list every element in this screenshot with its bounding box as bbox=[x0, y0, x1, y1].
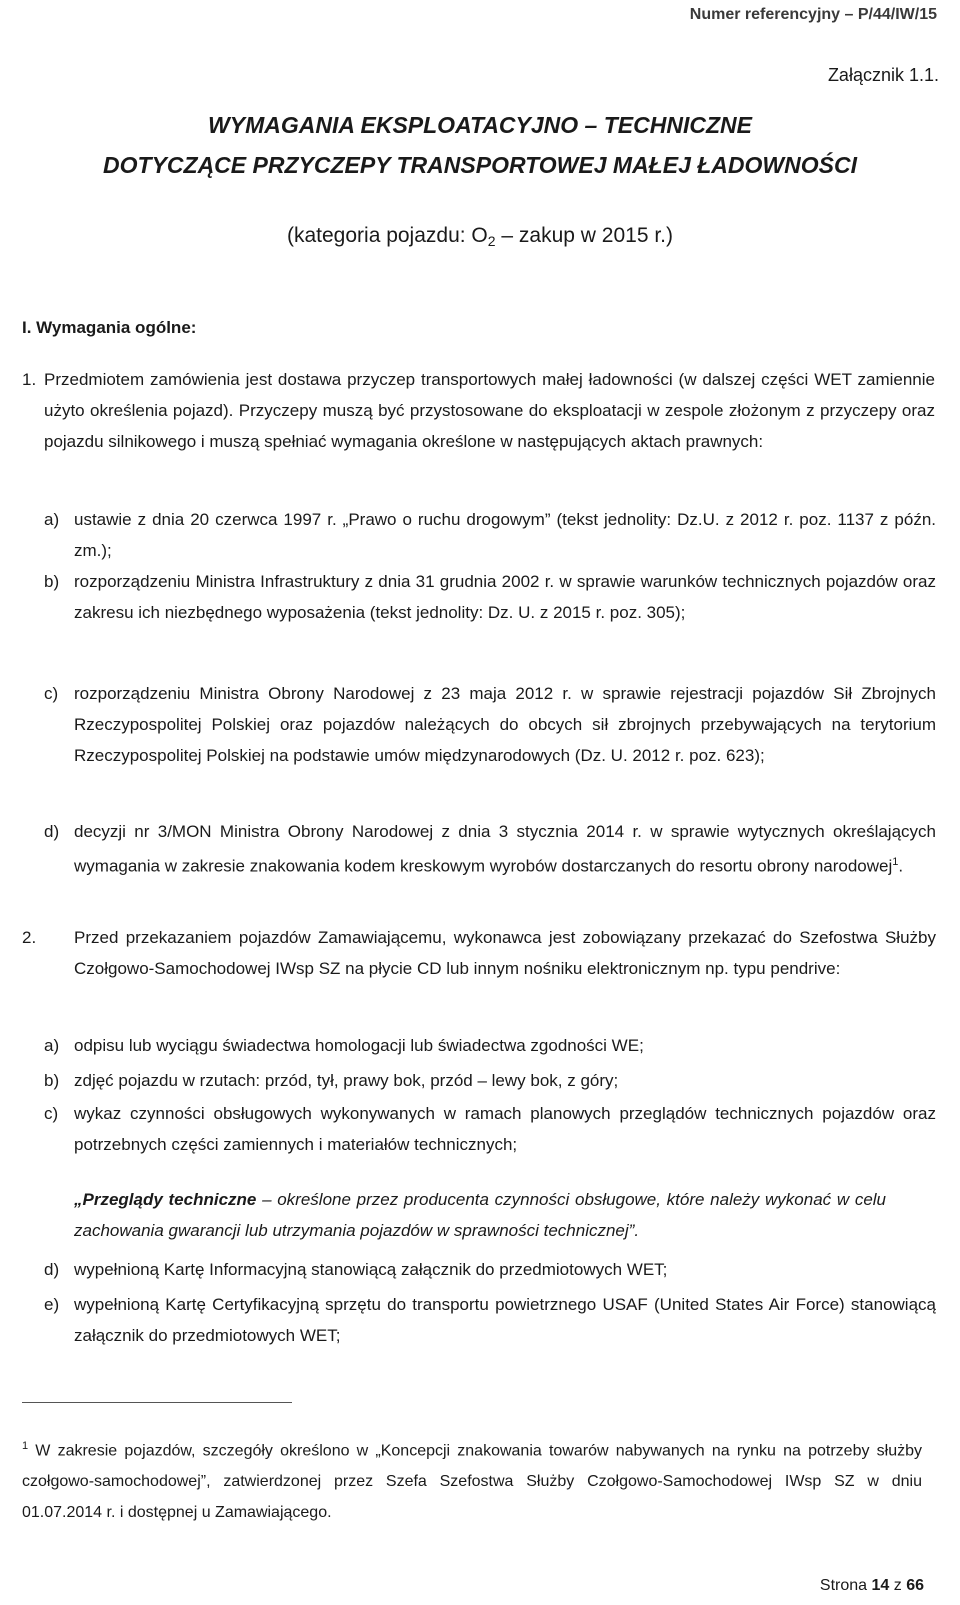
list-item-text: rozporządzeniu Ministra Infrastruktury z dnia 31 grudnia 2002 r. w sprawie warunków technicznych pojazdów oraz zakresu ich niezbędnego wyposażenia (tekst jednolity: Dz. U. z 2015 r. poz. 305); bbox=[74, 572, 936, 622]
subtitle-prefix: (kategoria pojazdu: O bbox=[286, 224, 488, 247]
list-item-text: rozporządzeniu Ministra Obrony Narodowej z 23 maja 2012 r. w sprawie rejestracji pojazdów Sił Zbrojnych Rzeczypospolitej Polskiej oraz pojazdów należących do obcych sił zbrojnych przebywających na terytorium Rzeczypospolitej Polskiej na podstawie umów międzynarodowych (Dz. U. 2012 r. poz. 623); bbox=[74, 684, 936, 765]
document-title-line-1: WYMAGANIA EKSPLOATACYJNO – TECHNICZNE bbox=[208, 112, 752, 138]
subtitle-index: 2 bbox=[487, 233, 496, 249]
list-item-letter: a) bbox=[44, 510, 60, 529]
paragraph-2-text: Przed przekazaniem pojazdów Zamawiającemu, wykonawca jest zobowiązany przekazać do Szefostwa Służby Czołgowo-Samochodowej IWsp SZ na płycie CD lub innym nośniku elektronicznym np. typu pendrive: bbox=[74, 928, 936, 978]
paragraph-number: 2. bbox=[22, 928, 37, 947]
list-item-letter: c) bbox=[44, 1104, 59, 1123]
list-item-body: decyzji nr 3/MON Ministra Obrony Narodowej z dnia 3 stycznia 2014 r. w sprawie wytycznych określających wymagania w zakresie znakowania kodem kreskowym wyrobów dostarczanych do resortu obrony narodowej bbox=[74, 822, 936, 876]
list-item-letter: d) bbox=[44, 822, 60, 841]
list-item-text bbox=[74, 816, 936, 882]
list-item-letter: b) bbox=[44, 572, 60, 591]
technical-inspection-note bbox=[74, 1184, 886, 1246]
page-number bbox=[820, 1577, 924, 1595]
note-term: „Przeglądy techniczne bbox=[74, 1190, 257, 1209]
list-item-text: odpisu lub wyciągu świadectwa homologacji lub świadectwa zgodności WE; bbox=[74, 1036, 644, 1055]
section-heading: I. Wymagania ogólne: bbox=[22, 318, 197, 337]
annex-label: Załącznik 1.1. bbox=[827, 65, 939, 85]
page-label: Strona bbox=[819, 1577, 872, 1594]
list-item-text: ustawie z dnia 20 czerwca 1997 r. „Prawo o ruchu drogowym” (tekst jednolity: Dz.U. z 2012 r. poz. 1137 z późn. zm.); bbox=[74, 510, 936, 560]
list-item-letter: c) bbox=[44, 684, 59, 703]
paragraph-number: 1. bbox=[22, 370, 37, 389]
list-item-text: wypełnioną Kartę Certyfikacyjną sprzętu do transportu powietrznego USAF (United States Air Force) stanowiącą załącznik do przedmiotowych WET; bbox=[74, 1295, 936, 1345]
list-item-letter: b) bbox=[44, 1071, 60, 1090]
footnote-text: W zakresie pojazdów, szczegóły określono w „Koncepcji znakowania towarów nabywanych na rynku na potrzeby służby czołgowo-samochodowej”, zatwierdzonej przez Szefa Szefostwa Służby Czołgowo-Samochodowej IWsp SZ w dniu 01.07.2014 r. i dostępnej u Zamawiającego. bbox=[22, 1442, 922, 1522]
list-item-letter: e) bbox=[44, 1295, 60, 1314]
reference-number: Numer referencyjny – P/44/IW/15 bbox=[689, 6, 937, 23]
subtitle-suffix: – zakup w 2015 r.) bbox=[495, 224, 674, 247]
page-total: 66 bbox=[906, 1577, 924, 1594]
list-item-text: zdjęć pojazdu w rzutach: przód, tył, prawy bok, przód – lewy bok, z góry; bbox=[74, 1071, 619, 1090]
list-item-letter: a) bbox=[44, 1036, 60, 1055]
list-item-text: wykaz czynności obsługowych wykonywanych w ramach planowych przeglądów technicznych pojazdów oraz potrzebnych części zamiennych i materiałów technicznych; bbox=[74, 1104, 936, 1154]
document-subtitle bbox=[0, 224, 960, 249]
paragraph-1-text bbox=[44, 364, 935, 457]
footnote-mark: 1 bbox=[22, 1440, 29, 1452]
list-item-tail: . bbox=[898, 856, 904, 876]
list-item-letter: d) bbox=[44, 1260, 60, 1279]
note-body: – określone przez producenta czynności obsługowe, które należy wykonać w celu zachowania gwarancji lub utrzymania pojazdów w sprawności technicznej”. bbox=[74, 1190, 886, 1240]
footnote bbox=[22, 1431, 922, 1528]
footnote-reference: 1 bbox=[892, 856, 899, 868]
document-title-line-2: DOTYCZĄCE PRZYCZEPY TRANSPORTOWEJ MAŁEJ ŁADOWNOŚCI bbox=[103, 152, 857, 178]
paragraph-1-body: Przedmiotem zamówienia jest dostawa przyczep transportowych małej ładowności (w dalszej części WET zamiennie użyto określenia pojazd). Przyczepy muszą być przystosowane do eksploatacji w zespole złożonym z przyczepy oraz pojazdu silnikowego i muszą spełniać wymagania określone w następujących aktach prawnych: bbox=[44, 370, 935, 451]
page-separator: z bbox=[889, 1577, 907, 1594]
page-current: 14 bbox=[871, 1577, 890, 1594]
list-item-text: wypełnioną Kartę Informacyjną stanowiącą załącznik do przedmiotowych WET; bbox=[74, 1260, 668, 1279]
footnote-separator bbox=[22, 1402, 292, 1403]
